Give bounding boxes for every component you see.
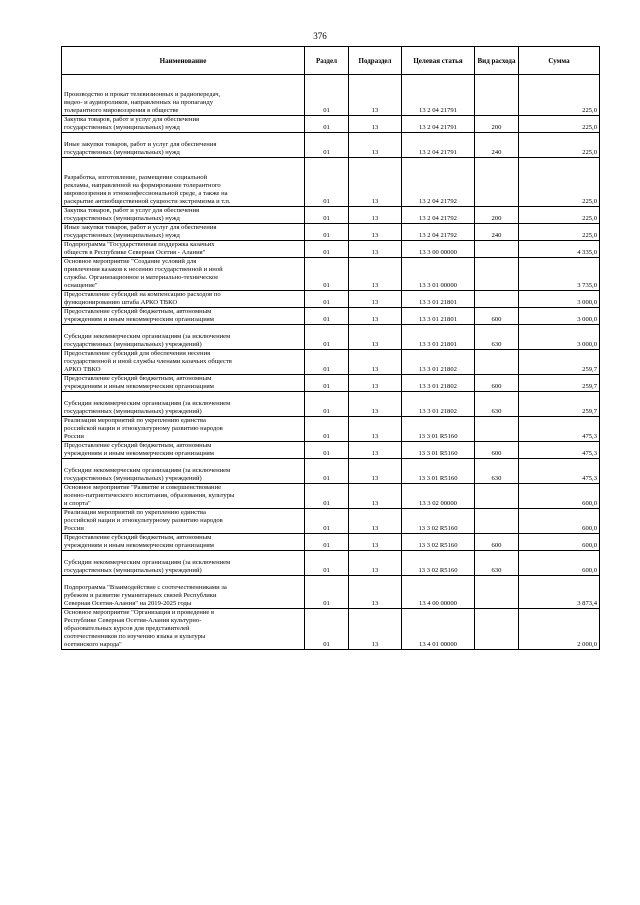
cell-vid: 630	[475, 392, 519, 417]
cell-name	[62, 325, 305, 350]
cell-razdel: 01	[305, 116, 349, 133]
cell-name-line: учреждениям и иным некоммерческим организациям	[64, 450, 214, 457]
cell-name-line: Подпрограмма "Государственная поддержка казачьих	[64, 241, 215, 248]
cell-statya: 13 3 01 R5160	[402, 442, 475, 459]
cell-name-line: Предоставление субсидий бюджетным, автономным	[64, 308, 212, 315]
table-row	[62, 484, 600, 509]
table-row	[62, 133, 600, 158]
cell-vid: 240	[475, 133, 519, 158]
cell-name-line: Иные закупки товаров, работ и услуг для обеспечения	[64, 224, 217, 231]
cell-razdel: 01	[305, 484, 349, 509]
cell-name-line: государственных (муниципальных) нужд	[64, 215, 180, 222]
cell-name	[62, 350, 305, 375]
cell-name-line: государственных (муниципальных) нужд	[64, 124, 180, 131]
cell-podrazdel: 13	[349, 133, 402, 158]
cell-vid	[475, 484, 519, 509]
cell-razdel: 01	[305, 158, 349, 207]
cell-vid	[475, 291, 519, 308]
cell-name-line: Реализация мероприятий по укреплению единства	[64, 509, 206, 516]
cell-name-line: Основное мероприятие "Организация и проведение в	[64, 609, 215, 616]
cell-podrazdel: 13	[349, 442, 402, 459]
cell-podrazdel: 13	[349, 75, 402, 116]
cell-vid	[475, 609, 519, 650]
cell-statya: 13 3 01 21802	[402, 392, 475, 417]
cell-statya: 13 4 01 00000	[402, 609, 475, 650]
cell-statya: 13 3 01 00000	[402, 258, 475, 291]
cell-statya: 13 2 04 21791	[402, 75, 475, 116]
cell-name	[62, 258, 305, 291]
cell-vid: 630	[475, 325, 519, 350]
table-row	[62, 241, 600, 258]
cell-razdel: 01	[305, 509, 349, 534]
cell-name-line: привлечения казаков к несению государственной и иной	[64, 266, 223, 273]
column-header-razdel: Раздел	[305, 47, 349, 75]
cell-razdel: 01	[305, 551, 349, 576]
cell-name	[62, 224, 305, 241]
cell-summa: 475,3	[519, 442, 600, 459]
cell-podrazdel: 13	[349, 551, 402, 576]
cell-name-line: военно-патриотического воспитания, образования, культуры	[64, 492, 235, 499]
table-row	[62, 609, 600, 650]
cell-statya: 13 3 02 R5160	[402, 509, 475, 534]
cell-name	[62, 75, 305, 116]
table-row	[62, 75, 600, 116]
cell-summa: 4 335,0	[519, 241, 600, 258]
cell-name	[62, 308, 305, 325]
cell-razdel: 01	[305, 609, 349, 650]
cell-vid: 200	[475, 116, 519, 133]
cell-summa: 475,3	[519, 417, 600, 442]
table-row	[62, 350, 600, 375]
cell-name-line: России	[64, 525, 84, 532]
cell-razdel: 01	[305, 258, 349, 291]
cell-razdel: 01	[305, 417, 349, 442]
cell-podrazdel: 13	[349, 375, 402, 392]
cell-name-line: государственной и иной службы членами казачьих обществ	[64, 358, 232, 365]
cell-statya: 13 4 00 00000	[402, 576, 475, 609]
column-header-name: Наименование	[62, 47, 305, 75]
cell-statya: 13 2 04 21792	[402, 224, 475, 241]
cell-razdel: 01	[305, 207, 349, 224]
cell-razdel: 01	[305, 75, 349, 116]
cell-summa: 3 873,4	[519, 576, 600, 609]
cell-name	[62, 576, 305, 609]
cell-name-line: Субсидии некоммерческим организациям (за исключением	[64, 333, 231, 340]
table-body	[62, 75, 600, 650]
column-header-podrazdel: Подраздел	[349, 47, 402, 75]
cell-name-line: раскрытие антиобщественной сущности экстремизма и т.п.	[64, 198, 231, 205]
cell-summa: 225,0	[519, 116, 600, 133]
cell-name-line: Предоставление субсидий на компенсацию расходов по	[64, 291, 221, 298]
cell-statya: 13 3 01 R5160	[402, 459, 475, 484]
cell-name	[62, 207, 305, 224]
cell-vid: 200	[475, 207, 519, 224]
cell-name-line: службы. Организационное и материально-техническое	[64, 274, 219, 281]
cell-summa: 475,3	[519, 459, 600, 484]
table-row	[62, 308, 600, 325]
cell-statya: 13 3 01 R5160	[402, 417, 475, 442]
table-row	[62, 325, 600, 350]
cell-name-line: Основное мероприятие "Создание условий для	[64, 258, 197, 265]
cell-podrazdel: 13	[349, 609, 402, 650]
cell-name	[62, 158, 305, 207]
cell-statya: 13 3 00 00000	[402, 241, 475, 258]
cell-name-line: России	[64, 433, 84, 440]
cell-name-line: мировоззрения в этноконфессиональной среде, а также на	[64, 190, 228, 197]
cell-name	[62, 509, 305, 534]
cell-statya: 13 2 04 21792	[402, 207, 475, 224]
cell-podrazdel: 13	[349, 417, 402, 442]
cell-name	[62, 392, 305, 417]
table-row	[62, 258, 600, 291]
cell-statya: 13 3 02 R5160	[402, 534, 475, 551]
cell-summa: 3 735,0	[519, 258, 600, 291]
cell-name-line: Реализация мероприятий по укреплению единства	[64, 417, 206, 424]
cell-name-line: государственных (муниципальных) нужд	[64, 149, 180, 156]
cell-vid: 600	[475, 442, 519, 459]
cell-name	[62, 442, 305, 459]
cell-name	[62, 375, 305, 392]
cell-vid: 630	[475, 551, 519, 576]
table-row	[62, 534, 600, 551]
table-row	[62, 207, 600, 224]
table-row	[62, 375, 600, 392]
cell-statya: 13 3 02 R5160	[402, 551, 475, 576]
cell-name-line: Предоставление субсидий для обеспечения несения	[64, 350, 211, 357]
cell-podrazdel: 13	[349, 207, 402, 224]
cell-vid: 240	[475, 224, 519, 241]
cell-name-line: соотечественников по изучению языка и культуры	[64, 633, 206, 640]
cell-name-line: толерантного мировоззрения в обществе	[64, 107, 179, 114]
cell-summa: 2 000,0	[519, 609, 600, 650]
cell-summa: 225,0	[519, 158, 600, 207]
table-row	[62, 224, 600, 241]
cell-name-line: российской нации и этнокультурному развитию народов	[64, 517, 223, 524]
cell-name-line: функционированию штаба АРКО ТВКО	[64, 299, 178, 306]
cell-vid	[475, 417, 519, 442]
cell-name	[62, 241, 305, 258]
cell-vid	[475, 350, 519, 375]
cell-vid: 600	[475, 534, 519, 551]
table-row	[62, 392, 600, 417]
table-row	[62, 417, 600, 442]
cell-razdel: 01	[305, 291, 349, 308]
cell-name-line: и спорта"	[64, 500, 91, 507]
cell-razdel: 01	[305, 392, 349, 417]
cell-name	[62, 417, 305, 442]
cell-name-line: оснащение"	[64, 282, 98, 289]
cell-razdel: 01	[305, 350, 349, 375]
cell-name	[62, 484, 305, 509]
cell-razdel: 01	[305, 224, 349, 241]
cell-vid	[475, 75, 519, 116]
cell-statya: 13 3 01 21801	[402, 291, 475, 308]
cell-vid	[475, 258, 519, 291]
column-header-vid: Вид расхода	[475, 47, 519, 75]
cell-name-line: Закупка товаров, работ и услуг для обеспечения	[64, 116, 200, 123]
cell-podrazdel: 13	[349, 509, 402, 534]
cell-podrazdel: 13	[349, 158, 402, 207]
cell-name-line: осетинского народа"	[64, 641, 122, 648]
cell-razdel: 01	[305, 133, 349, 158]
budget-table	[61, 46, 600, 650]
cell-name-line: государственных (муниципальных) учреждений)	[64, 567, 202, 574]
cell-name	[62, 133, 305, 158]
cell-statya: 13 3 01 21802	[402, 350, 475, 375]
table-row	[62, 116, 600, 133]
cell-vid	[475, 576, 519, 609]
cell-name-line: учреждениям и иным некоммерческим организациям	[64, 383, 214, 390]
cell-razdel: 01	[305, 534, 349, 551]
cell-name-line: Субсидии некоммерческим организациям (за исключением	[64, 400, 231, 407]
cell-statya: 13 2 04 21792	[402, 158, 475, 207]
cell-name-line: Разработка, изготовление, размещение социальной	[64, 174, 208, 181]
cell-name-line: учреждениям и иным некоммерческим организациям	[64, 316, 214, 323]
cell-podrazdel: 13	[349, 308, 402, 325]
cell-summa: 3 000,0	[519, 325, 600, 350]
cell-name-line: Республике Северная Осетия-Алания культурно-	[64, 617, 202, 624]
cell-name	[62, 534, 305, 551]
cell-statya: 13 2 04 21791	[402, 133, 475, 158]
cell-razdel: 01	[305, 241, 349, 258]
column-header-statya: Целевая статья	[402, 47, 475, 75]
cell-summa: 225,0	[519, 224, 600, 241]
cell-summa: 3 000,0	[519, 308, 600, 325]
cell-summa: 600,0	[519, 551, 600, 576]
cell-summa: 225,0	[519, 75, 600, 116]
cell-name-line: рекламы, направленной на формирование толерантного	[64, 182, 221, 189]
cell-razdel: 01	[305, 442, 349, 459]
cell-statya: 13 3 01 21801	[402, 325, 475, 350]
cell-podrazdel: 13	[349, 291, 402, 308]
cell-name-line: Производство и прокат телевизионных и радиопередач,	[64, 91, 221, 98]
cell-vid	[475, 241, 519, 258]
cell-name-line: государственных (муниципальных) учреждений)	[64, 408, 202, 415]
cell-podrazdel: 13	[349, 325, 402, 350]
cell-razdel: 01	[305, 576, 349, 609]
cell-summa: 225,0	[519, 133, 600, 158]
cell-statya: 13 3 01 21801	[402, 308, 475, 325]
cell-razdel: 01	[305, 325, 349, 350]
cell-vid: 600	[475, 375, 519, 392]
table-row	[62, 509, 600, 534]
cell-name-line: Подпрограмма "Взаимодействие с соотечественниками за	[64, 584, 227, 591]
cell-name-line: Иные закупки товаров, работ и услуг для обеспечения	[64, 141, 217, 148]
table-row	[62, 551, 600, 576]
cell-name	[62, 291, 305, 308]
cell-summa: 600,0	[519, 509, 600, 534]
cell-podrazdel: 13	[349, 258, 402, 291]
cell-statya: 13 2 04 21791	[402, 116, 475, 133]
cell-podrazdel: 13	[349, 392, 402, 417]
cell-name-line: Предоставление субсидий бюджетным, автономным	[64, 442, 212, 449]
table-row	[62, 158, 600, 207]
cell-name-line: государственных (муниципальных) учреждений)	[64, 475, 202, 482]
cell-vid: 630	[475, 459, 519, 484]
cell-name-line: рубежом и развитие гуманитарных связей Республики	[64, 592, 217, 599]
cell-name-line: Субсидии некоммерческим организациям (за исключением	[64, 467, 231, 474]
cell-name-line: образовательных курсов для представителей	[64, 625, 190, 632]
cell-name-line: Северная Осетия-Алания" на 2019-2025 годы	[64, 600, 192, 607]
cell-vid	[475, 509, 519, 534]
cell-name-line: Субсидии некоммерческим организациям (за исключением	[64, 559, 231, 566]
table-row	[62, 442, 600, 459]
cell-razdel: 01	[305, 375, 349, 392]
cell-summa: 600,0	[519, 484, 600, 509]
cell-podrazdel: 13	[349, 350, 402, 375]
column-header-summa: Сумма	[519, 47, 600, 75]
cell-razdel: 01	[305, 308, 349, 325]
cell-podrazdel: 13	[349, 116, 402, 133]
cell-name-line: обществ в Республике Северная Осетия - Алания"	[64, 249, 206, 256]
cell-name-line: Предоставление субсидий бюджетным, автономным	[64, 375, 212, 382]
table-header-row	[62, 47, 600, 75]
cell-podrazdel: 13	[349, 224, 402, 241]
cell-vid	[475, 158, 519, 207]
cell-name-line: государственных (муниципальных) учреждений)	[64, 341, 202, 348]
cell-name	[62, 116, 305, 133]
cell-podrazdel: 13	[349, 241, 402, 258]
cell-name	[62, 459, 305, 484]
cell-podrazdel: 13	[349, 534, 402, 551]
cell-podrazdel: 13	[349, 484, 402, 509]
cell-name-line: видео- и аудиороликов, направленных на пропаганду	[64, 99, 214, 106]
cell-name-line: государственных (муниципальных) нужд	[64, 232, 180, 239]
cell-statya: 13 3 02 00000	[402, 484, 475, 509]
cell-name	[62, 609, 305, 650]
cell-razdel: 01	[305, 459, 349, 484]
table-row	[62, 291, 600, 308]
cell-name-line: Основное мероприятие "Развитие и совершенствование	[64, 484, 222, 491]
cell-name-line: Предоставление субсидий бюджетным, автономным	[64, 534, 212, 541]
cell-name-line: учреждениям и иным некоммерческим организациям	[64, 542, 214, 549]
cell-podrazdel: 13	[349, 459, 402, 484]
cell-summa: 225,0	[519, 207, 600, 224]
cell-name-line: АРКО ТВКО	[64, 366, 101, 373]
page-number: 376	[313, 31, 327, 41]
cell-summa: 600,0	[519, 534, 600, 551]
cell-name-line: Закупка товаров, работ и услуг для обеспечения	[64, 207, 200, 214]
cell-summa: 259,7	[519, 392, 600, 417]
cell-vid: 600	[475, 308, 519, 325]
cell-summa: 3 000,0	[519, 291, 600, 308]
cell-summa: 259,7	[519, 350, 600, 375]
cell-statya: 13 3 01 21802	[402, 375, 475, 392]
cell-summa: 259,7	[519, 375, 600, 392]
table-row	[62, 459, 600, 484]
cell-podrazdel: 13	[349, 576, 402, 609]
table-row	[62, 576, 600, 609]
cell-name	[62, 551, 305, 576]
cell-name-line: российской нации и этнокультурному развитию народов	[64, 425, 223, 432]
